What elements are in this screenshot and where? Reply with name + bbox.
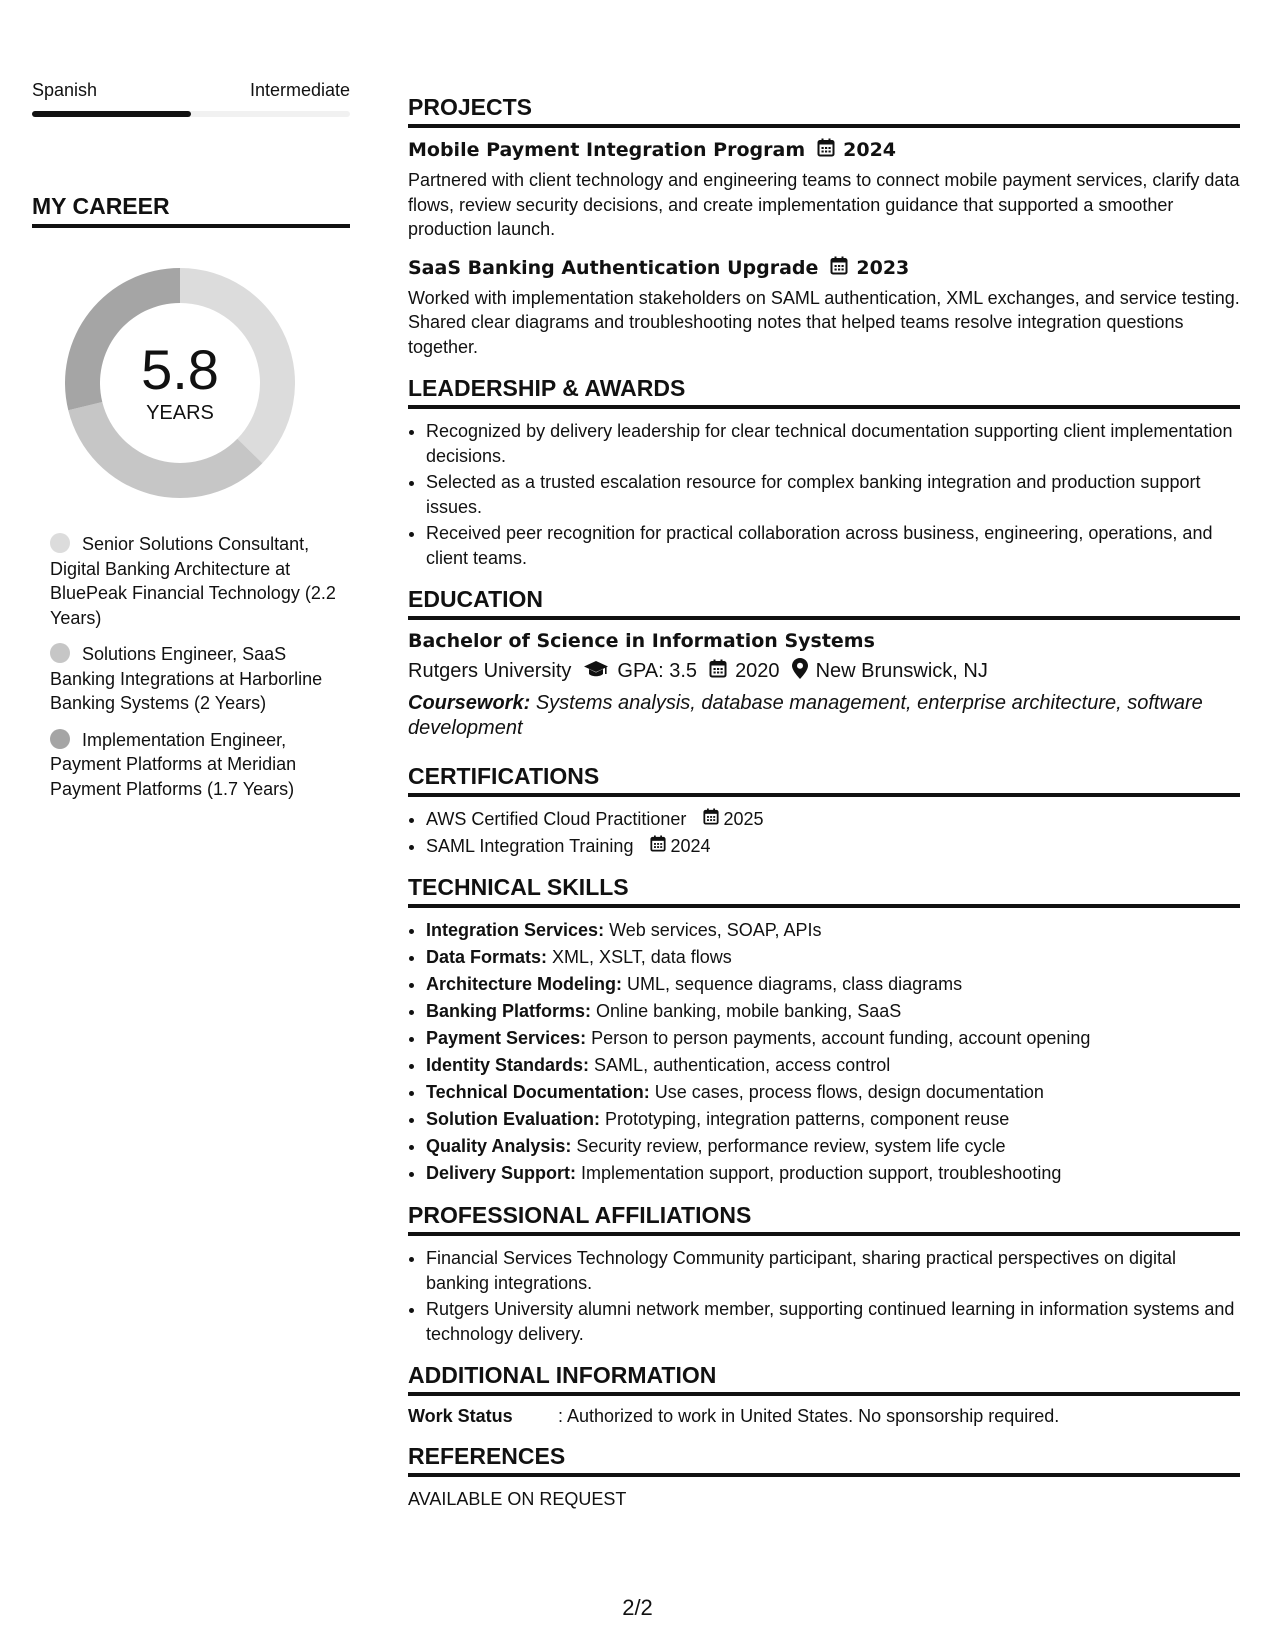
project-year: 2024	[843, 139, 897, 161]
list-item	[426, 1161, 1240, 1186]
skill-value: Online banking, mobile banking, SaaS	[596, 1001, 902, 1021]
list-item: • Recognized by delivery leadership for clear technical documentation supporting client implementation decisions.	[426, 419, 1240, 468]
project-name: SaaS Banking Authentication Upgrade	[408, 256, 819, 279]
skills-heading: TECHNICAL SKILLS	[408, 874, 1240, 908]
skill-key: Identity Standards:	[426, 1055, 590, 1075]
leadership-list	[408, 419, 1240, 570]
certifications-heading: CERTIFICATIONS	[408, 763, 1240, 797]
coursework-label: Coursework:	[408, 692, 531, 714]
list-item	[426, 918, 1240, 943]
language-proficiency-fill	[32, 111, 191, 117]
skills-list	[408, 918, 1240, 1186]
work-status-row	[408, 1406, 1240, 1427]
skill-key: Architecture Modeling:	[426, 974, 623, 994]
skill-value: Prototyping, integration patterns, component reuse	[605, 1109, 1010, 1129]
calendar-icon	[830, 256, 848, 280]
education-school: Rutgers University	[408, 660, 572, 682]
list-item: • Selected as a trusted escalation resource for complex banking integration and production support issues.	[426, 470, 1240, 519]
list-item	[426, 1134, 1240, 1159]
project-title	[408, 256, 1240, 280]
certification-name: SAML Integration Training	[426, 835, 634, 856]
additional-info-section	[408, 1362, 1240, 1427]
references-text: AVAILABLE ON REQUEST	[408, 1489, 627, 1509]
references-heading: REFERENCES	[408, 1443, 1240, 1477]
list-item	[426, 807, 1240, 832]
list-item	[426, 972, 1240, 997]
list-item	[426, 999, 1240, 1024]
work-status-value: : Authorized to work in United States. No sponsorship required.	[558, 1406, 1060, 1426]
skill-key: Solution Evaluation:	[426, 1109, 600, 1129]
skills-section	[408, 874, 1240, 1186]
list-item	[426, 1080, 1240, 1105]
graduation-cap-icon	[583, 660, 609, 684]
projects-heading: PROJECTS	[408, 94, 1240, 128]
right-column	[408, 94, 1240, 1526]
affiliations-list	[408, 1246, 1240, 1346]
skill-value: Security review, performance review, system life cycle	[576, 1136, 1006, 1156]
skill-value: UML, sequence diagrams, class diagrams	[627, 974, 963, 994]
education-location: New Brunswick, NJ	[815, 660, 988, 682]
list-item	[426, 1107, 1240, 1132]
page-number: 2/2	[622, 1595, 653, 1620]
list-item: • Financial Services Technology Community participant, sharing practical perspectives on digital banking integrations.	[426, 1246, 1240, 1295]
legend-item	[50, 728, 350, 802]
legend-dot-icon	[50, 533, 70, 553]
left-column	[32, 80, 350, 813]
skill-value: XML, XSLT, data flows	[552, 947, 732, 967]
language-level: Intermediate	[249, 80, 350, 100]
projects-section	[408, 94, 1240, 359]
legend-label: Solutions Engineer, SaaS Banking Integrations at Harborline Banking Systems (2 Years)	[50, 644, 323, 713]
certifications-list	[408, 807, 1240, 858]
education-section	[408, 586, 1240, 741]
additional-info-heading: ADDITIONAL INFORMATION	[408, 1362, 1240, 1396]
project-title	[408, 138, 1240, 162]
skill-value: Implementation support, production support, troubleshooting	[581, 1163, 1062, 1183]
legend-item	[50, 642, 350, 716]
list-item	[426, 1026, 1240, 1051]
certification-year: 2025	[723, 809, 764, 829]
skill-key: Quality Analysis:	[426, 1136, 572, 1156]
list-item: • Received peer recognition for practical collaboration across business, engineering, operations, and client teams.	[426, 521, 1240, 570]
career-legend	[32, 532, 350, 801]
skill-key: Banking Platforms:	[426, 1001, 592, 1021]
list-item: • Rutgers University alumni network member, supporting continued learning in information systems and technology delivery.	[426, 1297, 1240, 1346]
location-pin-icon	[792, 658, 808, 685]
work-status-label: Work Status	[408, 1406, 513, 1426]
legend-dot-icon	[50, 729, 70, 749]
certifications-section	[408, 763, 1240, 858]
education-heading: EDUCATION	[408, 586, 1240, 620]
career-total-years: 5.8	[141, 337, 219, 401]
skill-key: Integration Services:	[426, 920, 605, 940]
calendar-icon	[703, 807, 719, 832]
education-year: 2020	[735, 660, 780, 682]
project-year: 2023	[856, 256, 910, 279]
language-row	[32, 80, 350, 101]
certification-year: 2024	[670, 835, 711, 856]
coursework-text: Systems analysis, database management, enterprise architecture, software development	[408, 692, 1203, 739]
references-section	[408, 1443, 1240, 1510]
list-item	[426, 1053, 1240, 1078]
career-years-unit: YEARS	[146, 401, 214, 424]
list-item	[426, 834, 1240, 859]
career-heading: MY CAREER	[32, 193, 350, 228]
skill-value: Web services, SOAP, APIs	[609, 920, 822, 940]
language-proficiency-bar	[32, 111, 350, 117]
career-donut-chart	[65, 268, 295, 498]
affiliations-section	[408, 1202, 1240, 1346]
calendar-icon	[817, 138, 835, 162]
skill-key: Payment Services:	[426, 1028, 587, 1048]
legend-item	[50, 532, 350, 630]
calendar-icon	[650, 834, 666, 859]
education-degree: Bachelor of Science in Information Systems	[408, 630, 875, 652]
skill-value: Person to person payments, account funding, account opening	[591, 1028, 1091, 1048]
skill-key: Delivery Support:	[426, 1163, 577, 1183]
project-description: Worked with implementation stakeholders on SAML authentication, XML exchanges, and service testing. Shared clear diagrams and troubleshooting notes that helped teams resolve integration questions together.	[408, 287, 1240, 357]
project-description: Partnered with client technology and engineering teams to connect mobile payment services, clarify data flows, review security decisions, and create implementation guidance that supported a smoother production launch.	[408, 170, 1240, 239]
education-gpa: GPA: 3.5	[617, 660, 698, 682]
certification-name: AWS Certified Cloud Practitioner	[426, 809, 687, 829]
calendar-icon	[709, 659, 727, 684]
leadership-heading: LEADERSHIP & AWARDS	[408, 375, 1240, 409]
affiliations-heading: PROFESSIONAL AFFILIATIONS	[408, 1202, 1240, 1236]
education-coursework	[408, 691, 1240, 741]
legend-label: Implementation Engineer, Payment Platforms at Meridian Payment Platforms (1.7 Years)	[50, 729, 297, 799]
education-meta	[408, 658, 1240, 685]
skill-key: Data Formats:	[426, 947, 548, 967]
skill-value: Use cases, process flows, design documentation	[654, 1082, 1044, 1102]
legend-label: Senior Solutions Consultant, Digital Banking Architecture at BluePeak Financial Technology (2.2 Years)	[50, 534, 336, 628]
leadership-section	[408, 375, 1240, 570]
skill-value: SAML, authentication, access control	[594, 1055, 891, 1075]
project-name: Mobile Payment Integration Program	[408, 139, 806, 161]
language-name: Spanish	[32, 80, 98, 100]
skill-key: Technical Documentation:	[426, 1082, 650, 1102]
list-item	[426, 945, 1240, 970]
legend-dot-icon	[50, 643, 70, 663]
